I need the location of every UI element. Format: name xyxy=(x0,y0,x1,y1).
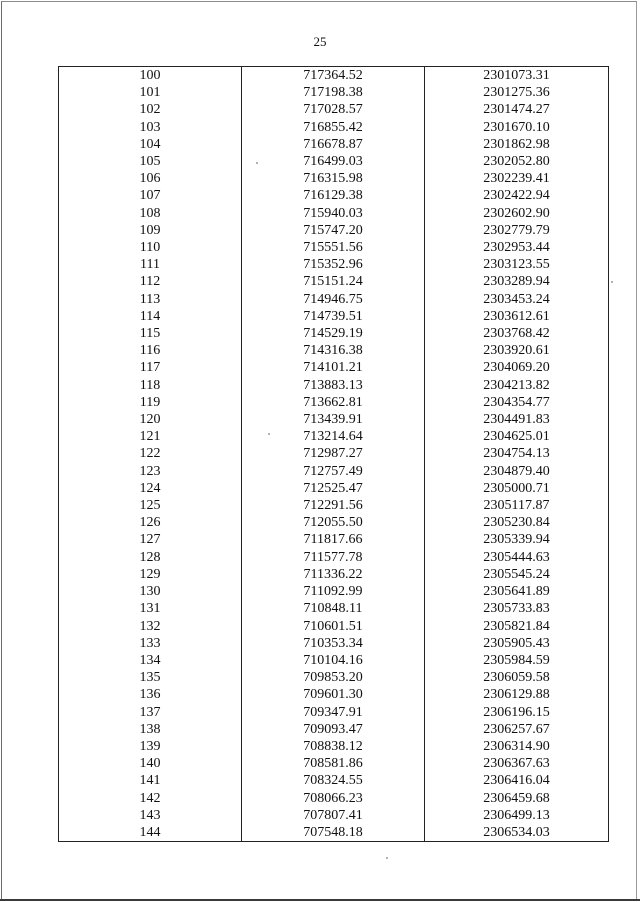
y-coordinate-cell: 2301670.10 xyxy=(425,119,609,136)
table-row xyxy=(59,497,609,514)
x-coordinate-cell: 712291.56 xyxy=(242,497,425,514)
table-row xyxy=(59,84,609,101)
x-coordinate-cell: 715352.96 xyxy=(242,256,425,273)
y-coordinate-cell: 2305230.84 xyxy=(425,514,609,531)
x-coordinate-cell: 710848.11 xyxy=(242,600,425,617)
table-row xyxy=(59,222,609,239)
x-coordinate-cell: 708838.12 xyxy=(242,738,425,755)
point-number-cell: 126 xyxy=(59,514,242,531)
point-number-cell: 144 xyxy=(59,824,242,842)
y-coordinate-cell: 2305545.24 xyxy=(425,566,609,583)
x-coordinate-cell: 710601.51 xyxy=(242,618,425,635)
x-coordinate-cell: 710353.34 xyxy=(242,635,425,652)
y-coordinate-cell: 2302779.79 xyxy=(425,222,609,239)
x-coordinate-cell: 715940.03 xyxy=(242,205,425,222)
y-coordinate-cell: 2302239.41 xyxy=(425,170,609,187)
coordinates-table-body xyxy=(59,67,609,842)
x-coordinate-cell: 707807.41 xyxy=(242,807,425,824)
point-number-cell: 119 xyxy=(59,394,242,411)
table-row xyxy=(59,377,609,394)
point-number-cell: 132 xyxy=(59,618,242,635)
x-coordinate-cell: 714316.38 xyxy=(242,342,425,359)
y-coordinate-cell: 2303612.61 xyxy=(425,308,609,325)
y-coordinate-cell: 2302953.44 xyxy=(425,239,609,256)
x-coordinate-cell: 716129.38 xyxy=(242,187,425,204)
x-coordinate-cell: 712525.47 xyxy=(242,480,425,497)
x-coordinate-cell: 709347.91 xyxy=(242,704,425,721)
y-coordinate-cell: 2305444.63 xyxy=(425,549,609,566)
y-coordinate-cell: 2305641.89 xyxy=(425,583,609,600)
x-coordinate-cell: 708581.86 xyxy=(242,755,425,772)
point-number-cell: 111 xyxy=(59,256,242,273)
table-row xyxy=(59,686,609,703)
table-row xyxy=(59,807,609,824)
x-coordinate-cell: 710104.16 xyxy=(242,652,425,669)
point-number-cell: 104 xyxy=(59,136,242,153)
table-row xyxy=(59,669,609,686)
point-number-cell: 108 xyxy=(59,205,242,222)
y-coordinate-cell: 2301073.31 xyxy=(425,67,609,85)
x-coordinate-cell: 716315.98 xyxy=(242,170,425,187)
point-number-cell: 130 xyxy=(59,583,242,600)
y-coordinate-cell: 2303289.94 xyxy=(425,273,609,290)
table-row xyxy=(59,549,609,566)
table-row xyxy=(59,721,609,738)
table-row xyxy=(59,256,609,273)
table-row xyxy=(59,583,609,600)
table-row xyxy=(59,342,609,359)
y-coordinate-cell: 2304213.82 xyxy=(425,377,609,394)
table-row xyxy=(59,566,609,583)
point-number-cell: 112 xyxy=(59,273,242,290)
y-coordinate-cell: 2302422.94 xyxy=(425,187,609,204)
point-number-cell: 106 xyxy=(59,170,242,187)
point-number-cell: 101 xyxy=(59,84,242,101)
table-row xyxy=(59,187,609,204)
table-row xyxy=(59,480,609,497)
y-coordinate-cell: 2306416.04 xyxy=(425,772,609,789)
point-number-cell: 133 xyxy=(59,635,242,652)
point-number-cell: 124 xyxy=(59,480,242,497)
x-coordinate-cell: 715747.20 xyxy=(242,222,425,239)
x-coordinate-cell: 712987.27 xyxy=(242,445,425,462)
table-row xyxy=(59,428,609,445)
x-coordinate-cell: 713214.64 xyxy=(242,428,425,445)
table-row xyxy=(59,635,609,652)
page-bottom-edge xyxy=(0,899,640,901)
point-number-cell: 139 xyxy=(59,738,242,755)
point-number-cell: 142 xyxy=(59,790,242,807)
x-coordinate-cell: 712757.49 xyxy=(242,463,425,480)
table-row xyxy=(59,600,609,617)
point-number-cell: 103 xyxy=(59,119,242,136)
point-number-cell: 114 xyxy=(59,308,242,325)
table-row xyxy=(59,445,609,462)
y-coordinate-cell: 2305733.83 xyxy=(425,600,609,617)
table-row xyxy=(59,67,609,85)
point-number-cell: 102 xyxy=(59,101,242,118)
point-number-cell: 117 xyxy=(59,359,242,376)
point-number-cell: 134 xyxy=(59,652,242,669)
table-row xyxy=(59,463,609,480)
point-number-cell: 127 xyxy=(59,531,242,548)
y-coordinate-cell: 2306534.03 xyxy=(425,824,609,842)
y-coordinate-cell: 2306129.88 xyxy=(425,686,609,703)
table-row xyxy=(59,101,609,118)
point-number-cell: 113 xyxy=(59,291,242,308)
x-coordinate-cell: 714739.51 xyxy=(242,308,425,325)
x-coordinate-cell: 708066.23 xyxy=(242,790,425,807)
y-coordinate-cell: 2303920.61 xyxy=(425,342,609,359)
x-coordinate-cell: 707548.18 xyxy=(242,824,425,842)
point-number-cell: 110 xyxy=(59,239,242,256)
table-row xyxy=(59,531,609,548)
x-coordinate-cell: 716499.03 xyxy=(242,153,425,170)
y-coordinate-cell: 2304754.13 xyxy=(425,445,609,462)
table-row xyxy=(59,411,609,428)
table-row xyxy=(59,273,609,290)
table-row xyxy=(59,153,609,170)
table-row xyxy=(59,618,609,635)
scan-speck xyxy=(611,281,613,283)
point-number-cell: 100 xyxy=(59,67,242,85)
table-row xyxy=(59,772,609,789)
x-coordinate-cell: 716678.87 xyxy=(242,136,425,153)
coordinates-table xyxy=(58,66,609,842)
y-coordinate-cell: 2304491.83 xyxy=(425,411,609,428)
y-coordinate-cell: 2305117.87 xyxy=(425,497,609,514)
y-coordinate-cell: 2301862.98 xyxy=(425,136,609,153)
scan-speck xyxy=(256,162,258,164)
table-row xyxy=(59,136,609,153)
table-row xyxy=(59,755,609,772)
y-coordinate-cell: 2304625.01 xyxy=(425,428,609,445)
x-coordinate-cell: 711817.66 xyxy=(242,531,425,548)
table-row xyxy=(59,359,609,376)
point-number-cell: 131 xyxy=(59,600,242,617)
point-number-cell: 120 xyxy=(59,411,242,428)
scan-speck xyxy=(268,433,270,435)
x-coordinate-cell: 713662.81 xyxy=(242,394,425,411)
point-number-cell: 137 xyxy=(59,704,242,721)
y-coordinate-cell: 2305984.59 xyxy=(425,652,609,669)
table-row xyxy=(59,239,609,256)
y-coordinate-cell: 2301275.36 xyxy=(425,84,609,101)
y-coordinate-cell: 2306314.90 xyxy=(425,738,609,755)
x-coordinate-cell: 717364.52 xyxy=(242,67,425,85)
point-number-cell: 125 xyxy=(59,497,242,514)
point-number-cell: 105 xyxy=(59,153,242,170)
point-number-cell: 143 xyxy=(59,807,242,824)
point-number-cell: 138 xyxy=(59,721,242,738)
page-number: 25 xyxy=(313,34,327,49)
y-coordinate-cell: 2302602.90 xyxy=(425,205,609,222)
point-number-cell: 128 xyxy=(59,549,242,566)
y-coordinate-cell: 2302052.80 xyxy=(425,153,609,170)
table-row xyxy=(59,652,609,669)
table-row xyxy=(59,170,609,187)
point-number-cell: 123 xyxy=(59,463,242,480)
point-number-cell: 121 xyxy=(59,428,242,445)
point-number-cell: 116 xyxy=(59,342,242,359)
x-coordinate-cell: 711336.22 xyxy=(242,566,425,583)
point-number-cell: 118 xyxy=(59,377,242,394)
y-coordinate-cell: 2303453.24 xyxy=(425,291,609,308)
x-coordinate-cell: 712055.50 xyxy=(242,514,425,531)
y-coordinate-cell: 2305339.94 xyxy=(425,531,609,548)
table-row xyxy=(59,291,609,308)
point-number-cell: 109 xyxy=(59,222,242,239)
table-row xyxy=(59,738,609,755)
y-coordinate-cell: 2303768.42 xyxy=(425,325,609,342)
y-coordinate-cell: 2306059.58 xyxy=(425,669,609,686)
x-coordinate-cell: 711092.99 xyxy=(242,583,425,600)
x-coordinate-cell: 713439.91 xyxy=(242,411,425,428)
x-coordinate-cell: 711577.78 xyxy=(242,549,425,566)
point-number-cell: 129 xyxy=(59,566,242,583)
table-row xyxy=(59,394,609,411)
table-row xyxy=(59,824,609,842)
y-coordinate-cell: 2305905.43 xyxy=(425,635,609,652)
table-row xyxy=(59,205,609,222)
x-coordinate-cell: 715151.24 xyxy=(242,273,425,290)
table-row xyxy=(59,790,609,807)
y-coordinate-cell: 2306499.13 xyxy=(425,807,609,824)
x-coordinate-cell: 708324.55 xyxy=(242,772,425,789)
x-coordinate-cell: 714946.75 xyxy=(242,291,425,308)
y-coordinate-cell: 2305821.84 xyxy=(425,618,609,635)
y-coordinate-cell: 2306367.63 xyxy=(425,755,609,772)
y-coordinate-cell: 2306459.68 xyxy=(425,790,609,807)
point-number-cell: 115 xyxy=(59,325,242,342)
point-number-cell: 122 xyxy=(59,445,242,462)
point-number-cell: 140 xyxy=(59,755,242,772)
y-coordinate-cell: 2304354.77 xyxy=(425,394,609,411)
x-coordinate-cell: 716855.42 xyxy=(242,119,425,136)
table-row xyxy=(59,119,609,136)
point-number-cell: 141 xyxy=(59,772,242,789)
table-row xyxy=(59,325,609,342)
point-number-cell: 135 xyxy=(59,669,242,686)
y-coordinate-cell: 2303123.55 xyxy=(425,256,609,273)
y-coordinate-cell: 2305000.71 xyxy=(425,480,609,497)
y-coordinate-cell: 2304879.40 xyxy=(425,463,609,480)
y-coordinate-cell: 2306257.67 xyxy=(425,721,609,738)
point-number-cell: 136 xyxy=(59,686,242,703)
x-coordinate-cell: 709601.30 xyxy=(242,686,425,703)
table-row xyxy=(59,514,609,531)
x-coordinate-cell: 717028.57 xyxy=(242,101,425,118)
table-row xyxy=(59,308,609,325)
x-coordinate-cell: 713883.13 xyxy=(242,377,425,394)
point-number-cell: 107 xyxy=(59,187,242,204)
y-coordinate-cell: 2306196.15 xyxy=(425,704,609,721)
table-row xyxy=(59,704,609,721)
x-coordinate-cell: 714529.19 xyxy=(242,325,425,342)
x-coordinate-cell: 714101.21 xyxy=(242,359,425,376)
x-coordinate-cell: 715551.56 xyxy=(242,239,425,256)
x-coordinate-cell: 717198.38 xyxy=(242,84,425,101)
y-coordinate-cell: 2301474.27 xyxy=(425,101,609,118)
x-coordinate-cell: 709093.47 xyxy=(242,721,425,738)
y-coordinate-cell: 2304069.20 xyxy=(425,359,609,376)
scan-speck xyxy=(386,857,388,859)
x-coordinate-cell: 709853.20 xyxy=(242,669,425,686)
